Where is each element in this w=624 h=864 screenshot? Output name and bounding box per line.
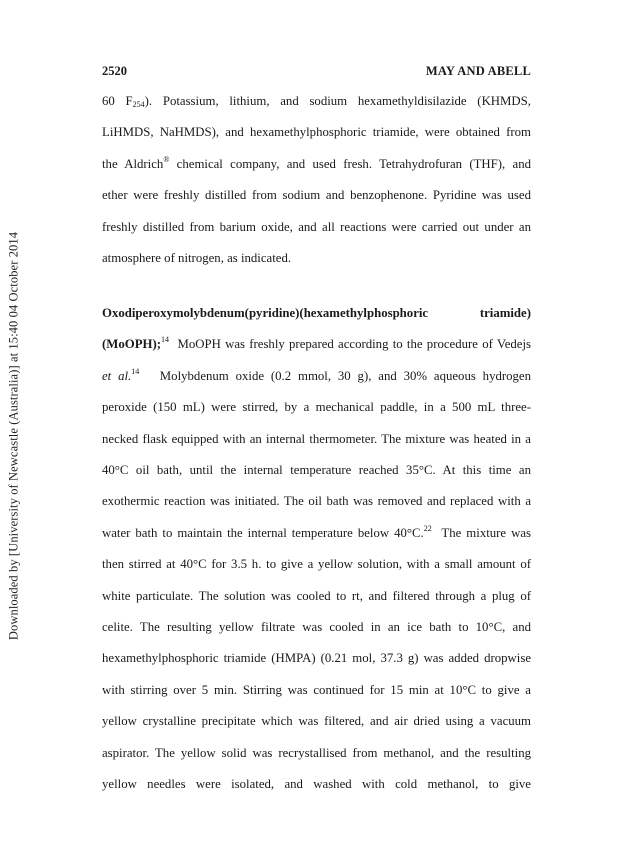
section-heading-abbrev: (MoOPH); bbox=[102, 337, 161, 352]
text-line bbox=[102, 518, 531, 549]
running-head: MAY AND ABELL bbox=[425, 64, 531, 78]
page-number: 2520 bbox=[102, 64, 127, 78]
text-run: the Aldrich bbox=[102, 156, 164, 171]
text-line: yellow needles were isolated, and washed with cold methanol, to give bbox=[102, 777, 531, 792]
text-run: chemical company, and used fresh. Tetrahydrofuran (THF), and bbox=[169, 156, 531, 171]
text-line: freshly distilled from barium oxide, and all reactions were carried out under an bbox=[102, 219, 531, 234]
text-line: hexamethylphosphoric triamide (HMPA) (0.21 mol, 37.3 g) was added dropwise bbox=[102, 651, 531, 666]
text-run: The mixture was bbox=[431, 525, 531, 540]
text-line: 40°C oil bath, until the internal temperature reached 35°C. At this time an bbox=[102, 463, 531, 478]
text-line: aspirator. The yellow solid was recrystallised from methanol, and the resulting bbox=[102, 745, 531, 760]
text-line bbox=[102, 86, 531, 117]
reference-superscript: 22 bbox=[423, 523, 432, 533]
paragraph-materials bbox=[102, 86, 531, 274]
section-heading: Oxodiperoxymolybdenum(pyridine)(hexamethylphosphoric triamide) bbox=[102, 306, 531, 320]
text-line: with stirring over 5 min. Stirring was continued for 15 min at 10°C to give a bbox=[102, 682, 531, 697]
text-line: exothermic reaction was initiated. The oil bath was removed and replaced with a bbox=[102, 494, 531, 509]
download-note-text: Downloaded by [University of Newcastle (Australia)] at 15:40 04 October 2014 bbox=[6, 231, 21, 641]
reference-superscript: 14 bbox=[131, 366, 140, 376]
text-run: water bath to maintain the internal temperature below 40°C. bbox=[102, 525, 424, 540]
text-line: LiHMDS, NaHMDS), and hexamethylphosphoric triamide, were obtained from bbox=[102, 125, 531, 140]
text-line: peroxide (150 mL) were stirred, by a mechanical paddle, in a 500 mL three- bbox=[102, 400, 531, 415]
text-line: ether were freshly distilled from sodium and benzophenone. Pyridine was used bbox=[102, 188, 531, 203]
text-line: yellow crystalline precipitate which was filtered, and air dried using a vacuum bbox=[102, 714, 531, 729]
text-run: MoOPH was freshly prepared according to the procedure of Vedejs bbox=[169, 337, 531, 352]
text-run: Molybdenum oxide (0.2 mmol, 30 g), and 30% aqueous hydrogen bbox=[139, 368, 532, 383]
text-line: white particulate. The solution was cooled to rt, and filtered through a plug of bbox=[102, 588, 531, 603]
text-line: necked flask equipped with an internal thermometer. The mixture was heated in a bbox=[102, 431, 531, 446]
text-run: 60 F bbox=[102, 94, 133, 108]
text-line: then stirred at 40°C for 3.5 h. to give a yellow solution, with a small amount of bbox=[102, 557, 531, 572]
text-line: atmosphere of nitrogen, as indicated. bbox=[102, 251, 292, 266]
reference-superscript: 14 bbox=[161, 335, 169, 345]
text-run: ). Potassium, lithium, and sodium hexamethyldisilazide (KHMDS, bbox=[144, 94, 531, 108]
text-line bbox=[102, 361, 531, 392]
text-line bbox=[102, 329, 531, 360]
text-line: celite. The resulting yellow filtrate was cooled in an ice bath to 10°C, and bbox=[102, 620, 531, 635]
italic-text: et al. bbox=[102, 368, 132, 383]
registered-mark: ® bbox=[163, 154, 170, 164]
subscript: 254 bbox=[132, 100, 145, 109]
paragraph-moooph-procedure bbox=[102, 298, 531, 801]
text-line bbox=[102, 149, 531, 180]
